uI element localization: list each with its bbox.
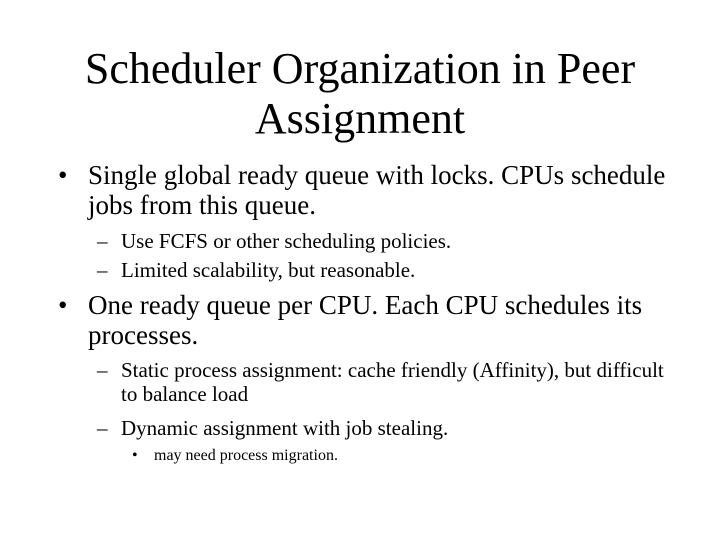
- sub-bullet-item: [97, 358, 677, 406]
- sub-bullet-text: Static process assignment: cache friendly (Affinity), but difficult to balance load: [121, 358, 664, 406]
- bullet-icon: •: [58, 290, 68, 320]
- bullet-text: Single global ready queue with locks. CPUs schedule jobs from this queue.: [88, 160, 666, 220]
- sub-bullet-item: [97, 416, 677, 440]
- slide-title: Scheduler Organization in Peer Assignment: [84, 44, 636, 143]
- sub-sub-bullet-text: may need process migration.: [154, 447, 338, 464]
- bullet-text: One ready queue per CPU. Each CPU schedules its processes.: [88, 290, 643, 350]
- dash-icon: –: [97, 229, 108, 253]
- bullet-icon: •: [58, 160, 68, 190]
- dash-icon: –: [97, 258, 108, 282]
- sub-bullet-text: Limited scalability, but reasonable.: [121, 258, 416, 282]
- sub-sub-bullet-item: [132, 446, 672, 466]
- bullet-icon: •: [132, 447, 138, 464]
- dash-icon: –: [97, 416, 108, 440]
- sub-bullet-item: [97, 229, 677, 253]
- sub-bullet-text: Use FCFS or other scheduling policies.: [121, 229, 452, 253]
- bullet-item: [58, 290, 678, 350]
- bullet-item: [58, 160, 678, 220]
- sub-bullet-text: Dynamic assignment with job stealing.: [121, 416, 449, 440]
- sub-bullet-item: [97, 258, 677, 282]
- dash-icon: –: [97, 358, 108, 382]
